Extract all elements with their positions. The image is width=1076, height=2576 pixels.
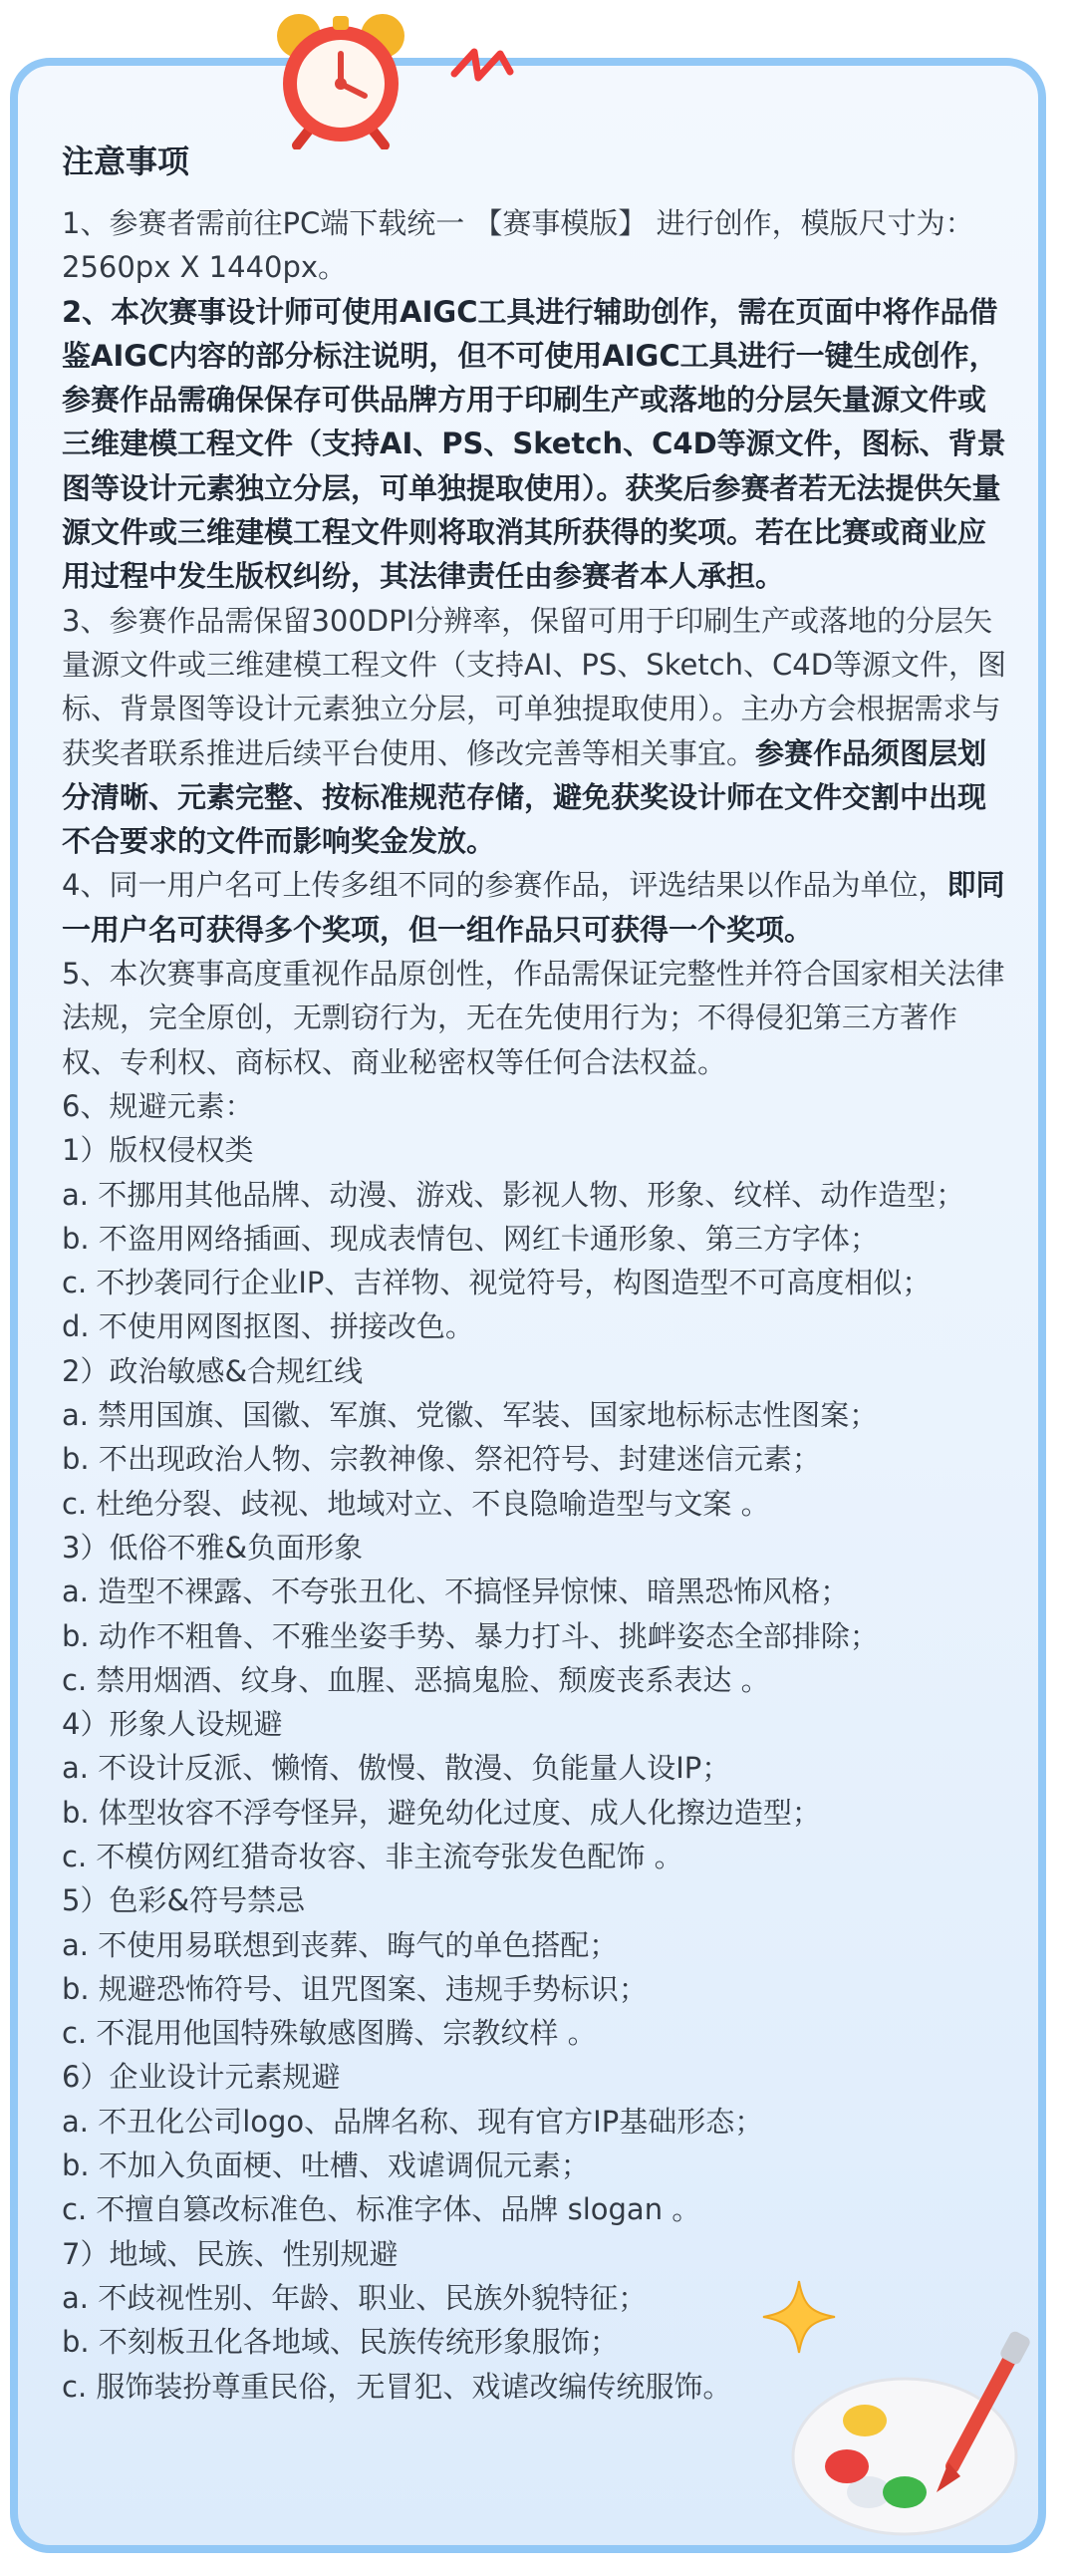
notice-item (62, 1791, 1014, 1835)
notice-item (62, 1923, 1014, 1967)
section-title: 注意事项 (62, 143, 190, 180)
item-text: c. 不模仿网红猎奇妆容、非主流夸张发色配饰 。 (62, 1839, 683, 1873)
notice-item (62, 1526, 1014, 1570)
item-text: 5、本次赛事高度重视作品原创性，作品需保证完整性并符合国家相关法律法规，完全原创，无剽窃行为，无在先使用行为；不得侵犯第三方著作权、专利权、商标权、商业秘密权等任何合法权益。 (62, 957, 1005, 1079)
bold-text: 2、本次赛事设计师可使用AIGC工具进行辅助创作，需在页面中将作品借鉴AIGC内容的部分标注说明，但不可使用AIGC工具进行一键生成创作，参赛作品需确保保存可供品牌方用于印刷生产或落地的分层矢量源文件或三维建模工程文件（支持AI、PS、Sketch、C4D等源文件，图标、背景图等设计元素独立分层，可单独提取使用）。获奖后参赛者若无法提供矢量源文件或三维建模工程文件则将取消其所获得的奖项。若在比赛或商业应用过程中发生版权纠纷，其法律责任由参赛者本人承担。 (62, 294, 1006, 594)
item-text: b. 体型妆容不浮夸怪异，避免幼化过度、成人化擦边造型； (62, 1795, 821, 1830)
notice-item (62, 1570, 1014, 1613)
item-text: 3、参赛作品需保留300DPI分辨率，保留可用于印刷生产或落地的分层矢量源文件或三维建模工程文件（支持AI、PS、Sketch、C4D等源文件，图标、背景图等设计元素独立分层，可单独提取使用）。主办方会根据需求与获奖者联系推进后续平台使用、修改完善等相关事宜。 (62, 603, 1007, 770)
item-text: d. 不使用网图抠图、拼接改色。 (62, 1309, 474, 1344)
bold-text: 即同一用户名可获得多个奖项，但一组作品只可获得一个奖项。 (62, 868, 1005, 947)
item-text: a. 不丑化公司logo、品牌名称、现有官方IP基础形态； (62, 2104, 764, 2139)
item-text: b. 规避恐怖符号、诅咒图案、违规手势标识； (62, 1971, 648, 2006)
item-text: 2）政治敏感&合规红线 (62, 1353, 364, 1388)
notice-item (62, 2144, 1014, 2187)
notice-item (62, 2055, 1014, 2099)
notice-item (62, 2187, 1014, 2231)
item-text: a. 不歧视性别、年龄、职业、民族外貌特征； (62, 2280, 648, 2315)
item-text: 4、同一用户名可上传多组不同的参赛作品，评选结果以作品为单位， (62, 868, 947, 903)
item-text: 5）色彩&符号禁忌 (62, 1883, 306, 1918)
notice-item (62, 1878, 1014, 1922)
item-text: c. 服饰装扮尊重民俗，无冒犯、戏谑改编传统服饰。 (62, 2369, 732, 2404)
item-text: c. 杜绝分裂、歧视、地域对立、不良隐喻造型与文案 。 (62, 1486, 770, 1521)
paint-palette-icon (777, 2317, 1046, 2546)
notice-item (62, 1128, 1014, 1172)
notice-item (62, 2276, 1014, 2320)
notice-item (62, 1304, 1014, 1348)
notice-item (62, 290, 1014, 599)
item-text: 4）形象人设规避 (62, 1707, 283, 1742)
notice-item (62, 952, 1014, 1084)
item-text: b. 动作不粗鲁、不雅坐姿手势、暴力打斗、挑衅姿态全部排除； (62, 1618, 879, 1653)
item-text: c. 不混用他国特殊敏感图腾、宗教纹样 。 (62, 2016, 597, 2051)
item-text: 6）企业设计元素规避 (62, 2060, 341, 2095)
notice-item (62, 1967, 1014, 2011)
notice-item (62, 863, 1014, 952)
notice-item (62, 1658, 1014, 1702)
item-text: b. 不加入负面梗、吐槽、戏谑调侃元素； (62, 2148, 590, 2183)
notice-item (62, 2232, 1014, 2276)
notice-item (62, 2100, 1014, 2144)
zigzag-squiggle-icon (448, 42, 520, 86)
notice-item (62, 1482, 1014, 1526)
notice-list (62, 201, 1014, 2409)
notice-item (62, 1393, 1014, 1437)
notice-item (62, 1437, 1014, 1481)
item-text: 7）地域、民族、性别规避 (62, 2236, 399, 2271)
notice-item (62, 1261, 1014, 1304)
notice-item (62, 1614, 1014, 1658)
alarm-clock-icon (261, 0, 420, 149)
item-text: 1、参赛者需前往PC端下载统一 【赛事模版】 进行创作，模版尺寸为：2560px X 1440px。 (62, 206, 974, 285)
notice-item (62, 1173, 1014, 1217)
item-text: a. 禁用国旗、国徽、军旗、党徽、军装、国家地标标志性图案； (62, 1398, 879, 1433)
notice-item (62, 1835, 1014, 1878)
notice-item (62, 1084, 1014, 1128)
item-text: a. 不挪用其他品牌、动漫、游戏、影视人物、形象、纹样、动作造型； (62, 1177, 965, 1212)
item-text: c. 不抄袭同行企业IP、吉祥物、视觉符号，构图造型不可高度相似； (62, 1266, 932, 1300)
notice-item (62, 1217, 1014, 1261)
item-text: a. 造型不裸露、不夸张丑化、不搞怪异惊悚、暗黑恐怖风格； (62, 1574, 850, 1609)
notice-content (62, 140, 1014, 2409)
notice-item (62, 1349, 1014, 1393)
item-text: b. 不盗用网络插画、现成表情包、网红卡通形象、第三方字体； (62, 1221, 879, 1256)
item-text: a. 不设计反派、懒惰、傲慢、散漫、负能量人设IP； (62, 1751, 731, 1786)
item-text: c. 不擅自篡改标准色、标准字体、品牌 slogan 。 (62, 2192, 701, 2227)
notice-item (62, 599, 1014, 864)
notice-item (62, 2011, 1014, 2055)
item-text: b. 不刻板丑化各地域、民族传统形象服饰； (62, 2325, 619, 2360)
item-text: c. 禁用烟酒、纹身、血腥、恶搞鬼脸、颓废丧系表达 。 (62, 1662, 770, 1697)
item-text: a. 不使用易联想到丧葬、晦气的单色搭配； (62, 1927, 619, 1962)
notice-item (62, 201, 1014, 290)
item-text: 1）版权侵权类 (62, 1133, 254, 1168)
notice-item (62, 1746, 1014, 1790)
bold-text: 参赛作品须图层划分清晰、元素完整、按标准规范存储，避免获奖设计师在文件交割中出现不合要求的文件而影响奖金发放。 (62, 735, 987, 859)
item-text: 3）低俗不雅&负面形象 (62, 1530, 364, 1565)
item-text: 6、规避元素： (62, 1088, 254, 1123)
item-text: b. 不出现政治人物、宗教神像、祭祀符号、封建迷信元素； (62, 1442, 821, 1477)
notice-item (62, 1702, 1014, 1746)
